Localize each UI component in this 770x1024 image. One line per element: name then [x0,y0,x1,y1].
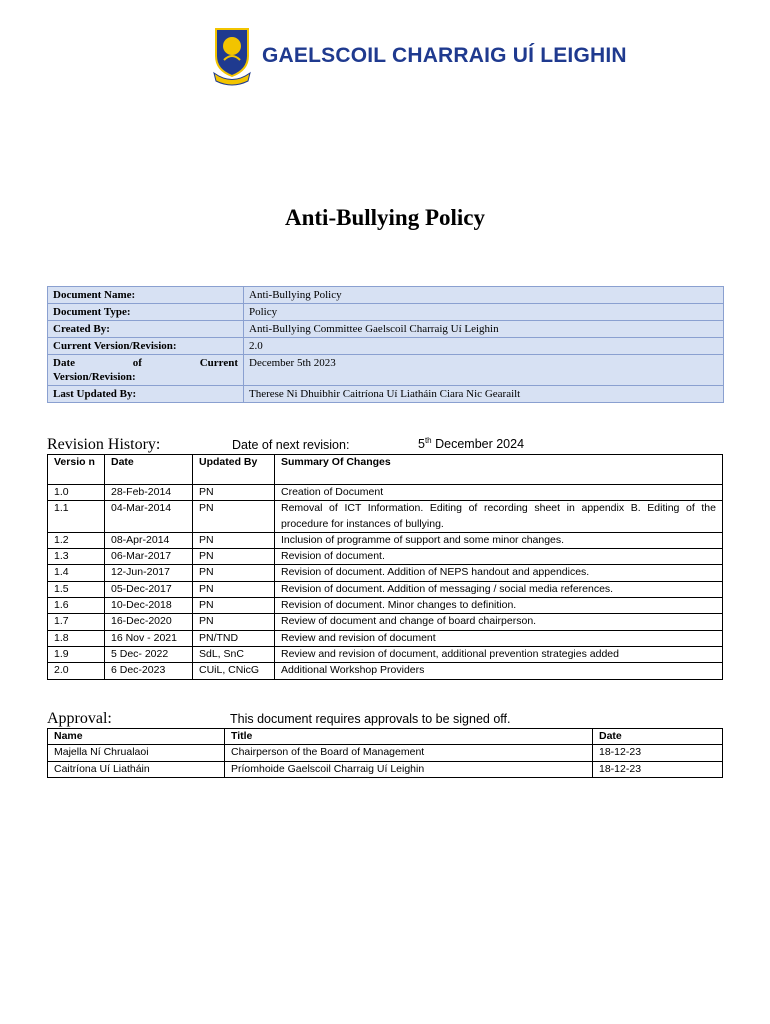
version-cell: 1.6 [48,598,105,614]
version-cell: 1.9 [48,646,105,662]
meta-row [48,304,724,321]
summary-cell: Creation of Document [275,485,723,501]
date-cell: 6 Dec-2023 [105,663,193,679]
date-cell: 04-Mar-2014 [105,501,193,533]
meta-row [48,386,724,403]
document-metadata-table [47,286,724,403]
meta-label: Created By: [48,321,244,338]
column-header: Versio n [48,455,105,485]
column-header: Date [105,455,193,485]
meta-row [48,338,724,355]
revision-rows [48,485,723,680]
version-cell: 1.7 [48,614,105,630]
table-row [48,501,723,533]
updated-by-cell: SdL, SnC [193,646,275,662]
updated-by-cell: PN [193,549,275,565]
approval-note: This document requires approvals to be signed off. [230,712,511,726]
table-row [48,549,723,565]
document-title: Anti-Bullying Policy [285,205,485,230]
date-cell: 08-Apr-2014 [105,532,193,548]
updated-by-cell: PN [193,501,275,533]
meta-value: Therese Ni Dhuibhir Caitríona Uí Liatháin Ciara Nic Gearailt [244,386,724,403]
date-cell: 5 Dec- 2022 [105,646,193,662]
summary-cell: Review of document and change of board chairperson. [275,614,723,630]
date-cell: 06-Mar-2017 [105,549,193,565]
table-row [48,532,723,548]
table-row [48,761,723,777]
meta-label: Current Version/Revision: [48,338,244,355]
revision-history-table [47,454,723,680]
table-row [48,646,723,662]
version-cell: 1.2 [48,532,105,548]
column-header: Updated By [193,455,275,485]
summary-cell: Revision of document. Minor changes to definition. [275,598,723,614]
date-cell: 12-Jun-2017 [105,565,193,581]
table-header-row [48,455,723,485]
approver-title-cell: Chairperson of the Board of Management [225,745,593,761]
table-row [48,663,723,679]
column-header: Summary Of Changes [275,455,723,485]
summary-cell: Additional Workshop Providers [275,663,723,679]
approval-date-cell: 18-12-23 [593,745,723,761]
date-cell: 10-Dec-2018 [105,598,193,614]
updated-by-cell: PN [193,565,275,581]
table-row [48,614,723,630]
meta-label: Document Name: [48,287,244,304]
meta-label: Last Updated By: [48,386,244,403]
approver-name-cell: Majella Ní Chrualaoi [48,745,225,761]
column-header: Title [225,729,593,745]
table-row [48,598,723,614]
updated-by-cell: PN [193,614,275,630]
summary-cell: Removal of ICT Information. Editing of recording sheet in appendix B. Editing of the procedure for instances of bullying. [275,501,723,533]
version-cell: 1.8 [48,630,105,646]
version-cell: 1.4 [48,565,105,581]
approver-name-cell: Caitríona Uí Liatháin [48,761,225,777]
summary-cell: Revision of document. Addition of NEPS handout and appendices. [275,565,723,581]
summary-cell: Revision of document. [275,549,723,565]
table-row [48,630,723,646]
summary-cell: Review and revision of document, additional prevention strategies added [275,646,723,662]
updated-by-cell: PN [193,581,275,597]
updated-by-cell: PN [193,532,275,548]
version-cell: 1.0 [48,485,105,501]
school-crest-logo [212,26,252,86]
approver-title-cell: Príomhoide Gaelscoil Charraig Uí Leighin [225,761,593,777]
meta-value: Policy [244,304,724,321]
next-revision-date: 5th December 2024 [418,436,525,452]
meta-value: Anti-Bullying Committee Gaelscoil Charraig Uí Leighin [244,321,724,338]
updated-by-cell: PN [193,485,275,501]
version-cell: 2.0 [48,663,105,679]
meta-row [48,287,724,304]
summary-cell: Revision of document. Addition of messaging / social media references. [275,581,723,597]
school-name: GAELSCOIL CHARRAIG UÍ LEIGHIN [262,44,627,67]
meta-row [48,321,724,338]
date-cell: 16 Nov - 2021 [105,630,193,646]
table-header-row [48,729,723,745]
meta-value: Anti-Bullying Policy [244,287,724,304]
revision-history-heading: Revision History: [47,436,161,453]
column-header: Date [593,729,723,745]
version-cell: 1.5 [48,581,105,597]
table-row [48,565,723,581]
approval-date-cell: 18-12-23 [593,761,723,777]
table-row [48,581,723,597]
meta-value: December 5th 2023 [244,355,724,386]
table-row [48,745,723,761]
meta-row [48,355,724,386]
column-header: Name [48,729,225,745]
summary-cell: Inclusion of programme of support and some minor changes. [275,532,723,548]
meta-label: Document Type: [48,304,244,321]
approval-table [47,728,723,778]
version-cell: 1.1 [48,501,105,533]
updated-by-cell: PN/TND [193,630,275,646]
updated-by-cell: CUiL, CNicG [193,663,275,679]
date-cell: 16-Dec-2020 [105,614,193,630]
summary-cell: Review and revision of document [275,630,723,646]
next-revision-label: Date of next revision: [232,438,350,452]
table-row [48,485,723,501]
version-cell: 1.3 [48,549,105,565]
date-cell: 05-Dec-2017 [105,581,193,597]
approval-rows [48,745,723,778]
updated-by-cell: PN [193,598,275,614]
meta-value: 2.0 [244,338,724,355]
meta-label: Date of Current Version/Revision: [48,355,244,386]
approval-heading: Approval: [47,710,112,727]
date-cell: 28-Feb-2014 [105,485,193,501]
